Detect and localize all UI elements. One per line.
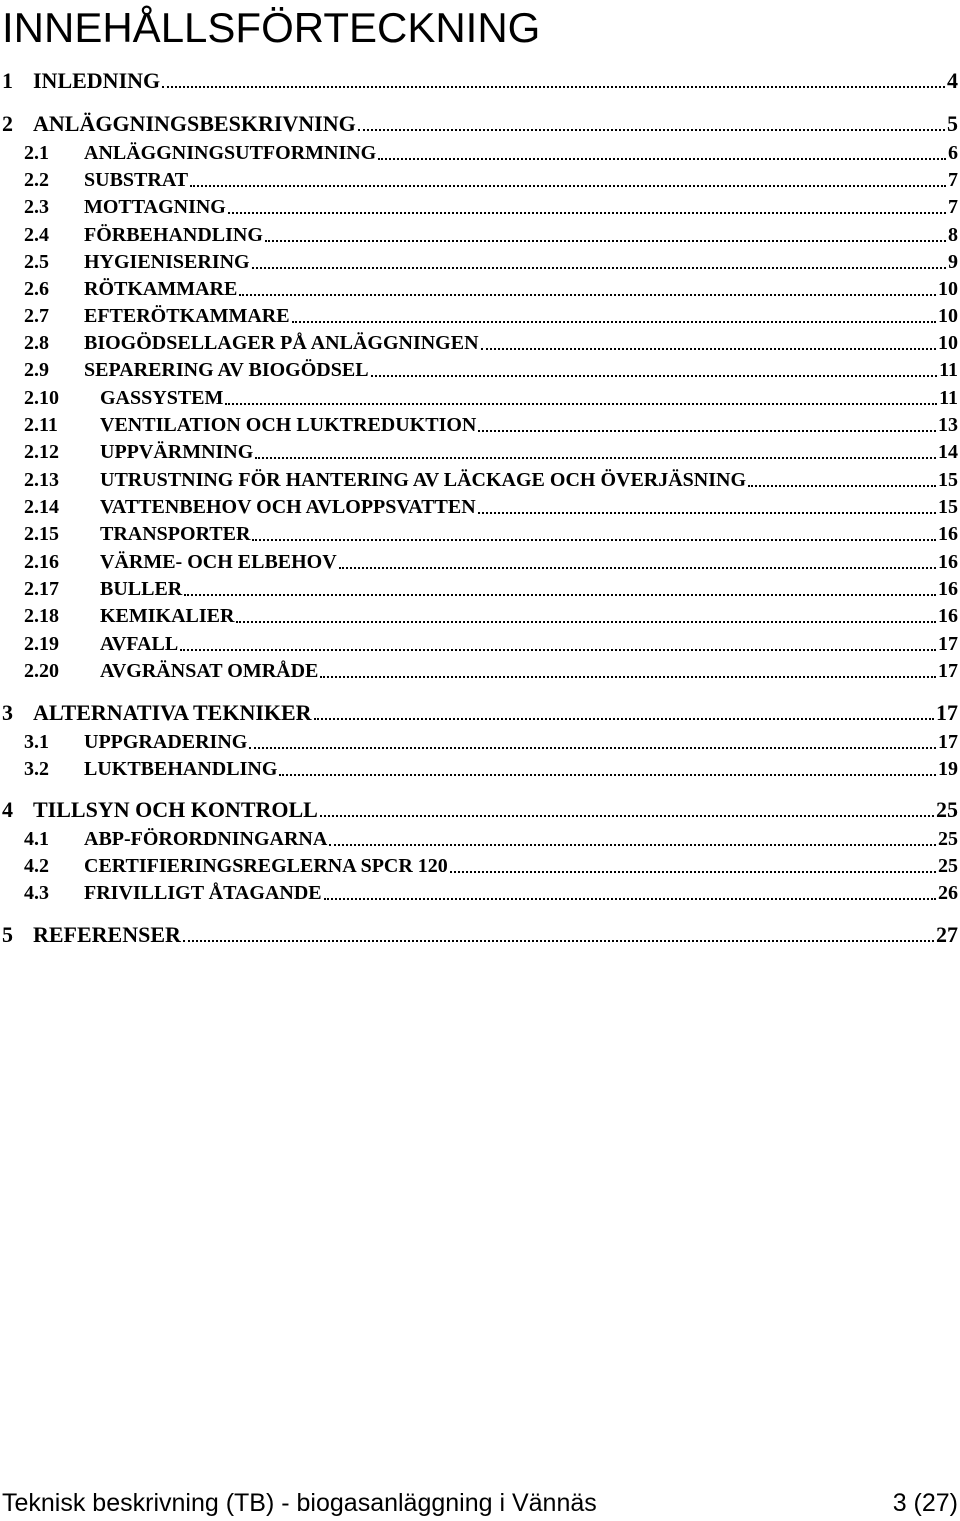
toc-entry-page: 25 [936, 797, 958, 822]
toc-entry-number: 4 [2, 797, 13, 822]
toc-entry-label: BULLER [100, 578, 183, 600]
footer-document-title: Teknisk beskrivning (TB) - biogasanläggning i Vännäs [2, 1488, 597, 1517]
toc-entry-label: REFERENSER [33, 922, 181, 947]
toc-entry-label: FÖRBEHANDLING [84, 224, 263, 246]
page-footer [2, 1488, 958, 1518]
toc-entry-page: 9 [948, 251, 958, 273]
toc-entry-number: 2 [2, 111, 13, 136]
toc-entry-label: RÖTKAMMARE [84, 278, 238, 300]
toc-entry-label: MOTTAGNING [84, 196, 226, 218]
toc-entry-2-8[interactable] [0, 330, 960, 356]
toc-dot-leader [180, 649, 936, 651]
toc-entry-label: SEPARERING AV BIOGÖDSEL [84, 359, 369, 381]
toc-entry-page: 25 [938, 855, 958, 877]
toc-entry-page: 16 [938, 578, 958, 600]
toc-entry-page: 16 [938, 523, 958, 545]
toc-entry-page: 13 [938, 414, 958, 436]
toc-entry-2-3[interactable] [0, 194, 960, 220]
toc-entry-page: 15 [938, 496, 958, 518]
toc-entry-number: 2.5 [24, 251, 49, 273]
toc-entry-2-6[interactable] [0, 276, 960, 302]
toc-entry-3-2[interactable] [0, 756, 960, 782]
toc-dot-leader [378, 158, 946, 160]
toc-entry-number: 4.2 [24, 855, 49, 877]
toc-entry-label: UPPVÄRMNING [100, 441, 254, 463]
toc-entry-number: 2.13 [24, 469, 59, 491]
toc-entry-page: 17 [938, 660, 958, 682]
toc-entry-label: GASSYSTEM [100, 387, 224, 409]
toc-entry-label: ABP-FÖRORDNINGARNA [84, 828, 328, 850]
toc-entry-2-4[interactable] [0, 222, 960, 248]
toc-entry-2-14[interactable] [0, 494, 960, 520]
toc-entry-label: ANLÄGGNINGSBESKRIVNING [33, 111, 356, 136]
toc-entry-number: 2.20 [24, 660, 59, 682]
toc-entry-number: 2.15 [24, 523, 59, 545]
toc-entry-label: TRANSPORTER [100, 523, 251, 545]
page-title: INNEHÅLLSFÖRTECKNING [2, 4, 541, 51]
toc-entry-label: LUKTBEHANDLING [84, 758, 278, 780]
toc-dot-leader [292, 321, 936, 323]
toc-entry-page: 19 [938, 758, 958, 780]
toc-entry-page: 10 [938, 332, 958, 354]
toc-entry-2-17[interactable] [0, 576, 960, 602]
toc-entry-number: 2.12 [24, 441, 59, 463]
toc-entry-3[interactable] [0, 700, 960, 726]
toc-entry-number: 2.3 [24, 196, 49, 218]
toc-entry-label: ALTERNATIVA TEKNIKER [33, 700, 312, 725]
toc-entry-4-1[interactable] [0, 826, 960, 852]
toc-entry-number: 2.14 [24, 496, 59, 518]
toc-entry-label: BIOGÖDSELLAGER PÅ ANLÄGGNINGEN [84, 332, 479, 354]
toc-entry-number: 4.3 [24, 882, 49, 904]
toc-entry-number: 5 [2, 922, 13, 947]
toc-entry-number: 2.10 [24, 387, 59, 409]
toc-dot-leader [228, 212, 946, 214]
toc-entry-number: 2.8 [24, 332, 49, 354]
toc-entry-2-2[interactable] [0, 167, 960, 193]
toc-dot-leader [329, 844, 936, 846]
toc-entry-4[interactable] [0, 797, 960, 823]
toc-entry-page: 17 [936, 700, 958, 725]
toc-dot-leader [324, 898, 936, 900]
toc-dot-leader [320, 676, 936, 678]
toc-dot-leader [320, 815, 934, 817]
toc-entry-5[interactable] [0, 922, 960, 948]
toc-entry-2-9[interactable] [0, 357, 960, 383]
toc-entry-number: 2.11 [24, 414, 58, 436]
toc-entry-label: VENTILATION OCH LUKTREDUKTION [100, 414, 477, 436]
toc-entry-number: 2.16 [24, 551, 59, 573]
toc-dot-leader [279, 774, 936, 776]
toc-entry-label: AVFALL [100, 633, 179, 655]
toc-entry-number: 2.19 [24, 633, 59, 655]
toc-dot-leader [239, 294, 936, 296]
toc-dot-leader [162, 86, 945, 88]
toc-entry-page: 27 [936, 922, 958, 947]
toc-entry-label: AVGRÄNSAT OMRÅDE [100, 660, 319, 682]
toc-entry-page: 7 [948, 169, 958, 191]
toc-entry-number: 2.2 [24, 169, 49, 191]
toc-entry-label: INLEDNING [33, 68, 161, 93]
toc-dot-leader [265, 240, 946, 242]
toc-entry-label: VÄRME- OCH ELBEHOV [100, 551, 337, 573]
toc-entry-2-12[interactable] [0, 439, 960, 465]
toc-dot-leader [371, 375, 938, 377]
toc-entry-page: 10 [938, 278, 958, 300]
toc-entry-label: KEMIKALIER [100, 605, 235, 627]
toc-dot-leader [183, 940, 934, 942]
toc-dot-leader [190, 185, 946, 187]
toc-dot-leader [450, 871, 936, 873]
toc-entry-label: VATTENBEHOV OCH AVLOPPSVATTEN [100, 496, 476, 518]
toc-dot-leader [339, 567, 936, 569]
toc-dot-leader [748, 485, 936, 487]
toc-entry-2-1[interactable] [0, 140, 960, 166]
toc-entry-3-1[interactable] [0, 729, 960, 755]
toc-entry-number: 2.18 [24, 605, 59, 627]
toc-entry-page: 17 [938, 731, 958, 753]
toc-entry-label: SUBSTRAT [84, 169, 189, 191]
toc-entry-number: 2.17 [24, 578, 59, 600]
toc-entry-page: 7 [948, 196, 958, 218]
toc-dot-leader [249, 747, 936, 749]
toc-entry-page: 16 [938, 551, 958, 573]
toc-entry-2-7[interactable] [0, 303, 960, 329]
toc-entry-page: 4 [947, 68, 958, 93]
toc-entry-page: 10 [938, 305, 958, 327]
toc-entry-page: 16 [938, 605, 958, 627]
toc-entry-page: 17 [938, 633, 958, 655]
toc-entry-number: 2.4 [24, 224, 49, 246]
toc-entry-label: ANLÄGGNINGSUTFORMNING [84, 142, 377, 164]
toc-entry-number: 2.7 [24, 305, 49, 327]
toc-entry-page: 25 [938, 828, 958, 850]
toc-entry-2-18[interactable] [0, 603, 960, 629]
toc-entry-label: EFTERÖTKAMMARE [84, 305, 290, 327]
toc-entry-label: FRIVILLIGT ÅTAGANDE [84, 882, 322, 904]
toc-dot-leader [255, 457, 936, 459]
toc-entry-page: 11 [939, 359, 958, 381]
toc-entry-number: 2.1 [24, 142, 49, 164]
toc-entry-number: 1 [2, 68, 13, 93]
toc-entry-4-2[interactable] [0, 853, 960, 879]
toc-entry-page: 26 [938, 882, 958, 904]
toc-entry-2-15[interactable] [0, 521, 960, 547]
toc-dot-leader [252, 539, 936, 541]
toc-entry-label: TILLSYN OCH KONTROLL [33, 797, 318, 822]
toc-entry-number: 3.1 [24, 731, 49, 753]
toc-dot-leader [252, 267, 946, 269]
toc-entry-2-10[interactable] [0, 385, 960, 411]
toc-entry-2-5[interactable] [0, 249, 960, 275]
toc-entry-2-19[interactable] [0, 631, 960, 657]
toc-dot-leader [481, 348, 936, 350]
toc-entry-page: 15 [938, 469, 958, 491]
toc-entry-label: UPPGRADERING [84, 731, 248, 753]
toc-entry-label: HYGIENISERING [84, 251, 250, 273]
toc-entry-label: UTRUSTNING FÖR HANTERING AV LÄCKAGE OCH ÖVERJÄSNING [100, 469, 747, 491]
toc-dot-leader [314, 718, 934, 720]
toc-entry-page: 14 [938, 441, 958, 463]
toc-entry-number: 2.6 [24, 278, 49, 300]
toc-entry-page: 5 [947, 111, 958, 136]
toc-entry-2-13[interactable] [0, 467, 960, 493]
toc-entry-2-20[interactable] [0, 658, 960, 684]
toc-entry-page: 8 [948, 224, 958, 246]
toc-entry-1[interactable] [0, 68, 960, 94]
toc-entry-page: 11 [939, 387, 958, 409]
toc-entry-2-16[interactable] [0, 549, 960, 575]
toc-dot-leader [225, 403, 937, 405]
toc-entry-number: 3.2 [24, 758, 49, 780]
toc-dot-leader [184, 594, 936, 596]
toc-entry-2[interactable] [0, 111, 960, 137]
footer-page-number: 3 (27) [892, 1488, 958, 1517]
toc-entry-page: 6 [948, 142, 958, 164]
toc-entry-label: CERTIFIERINGSREGLERNA SPCR 120 [84, 855, 448, 877]
toc-entry-number: 3 [2, 700, 13, 725]
toc-entry-4-3[interactable] [0, 880, 960, 906]
toc-entry-2-11[interactable] [0, 412, 960, 438]
toc-dot-leader [236, 621, 936, 623]
toc-dot-leader [358, 129, 945, 131]
toc-dot-leader [478, 430, 936, 432]
toc-entry-number: 4.1 [24, 828, 49, 850]
toc-entry-number: 2.9 [24, 359, 49, 381]
toc-dot-leader [478, 512, 936, 514]
